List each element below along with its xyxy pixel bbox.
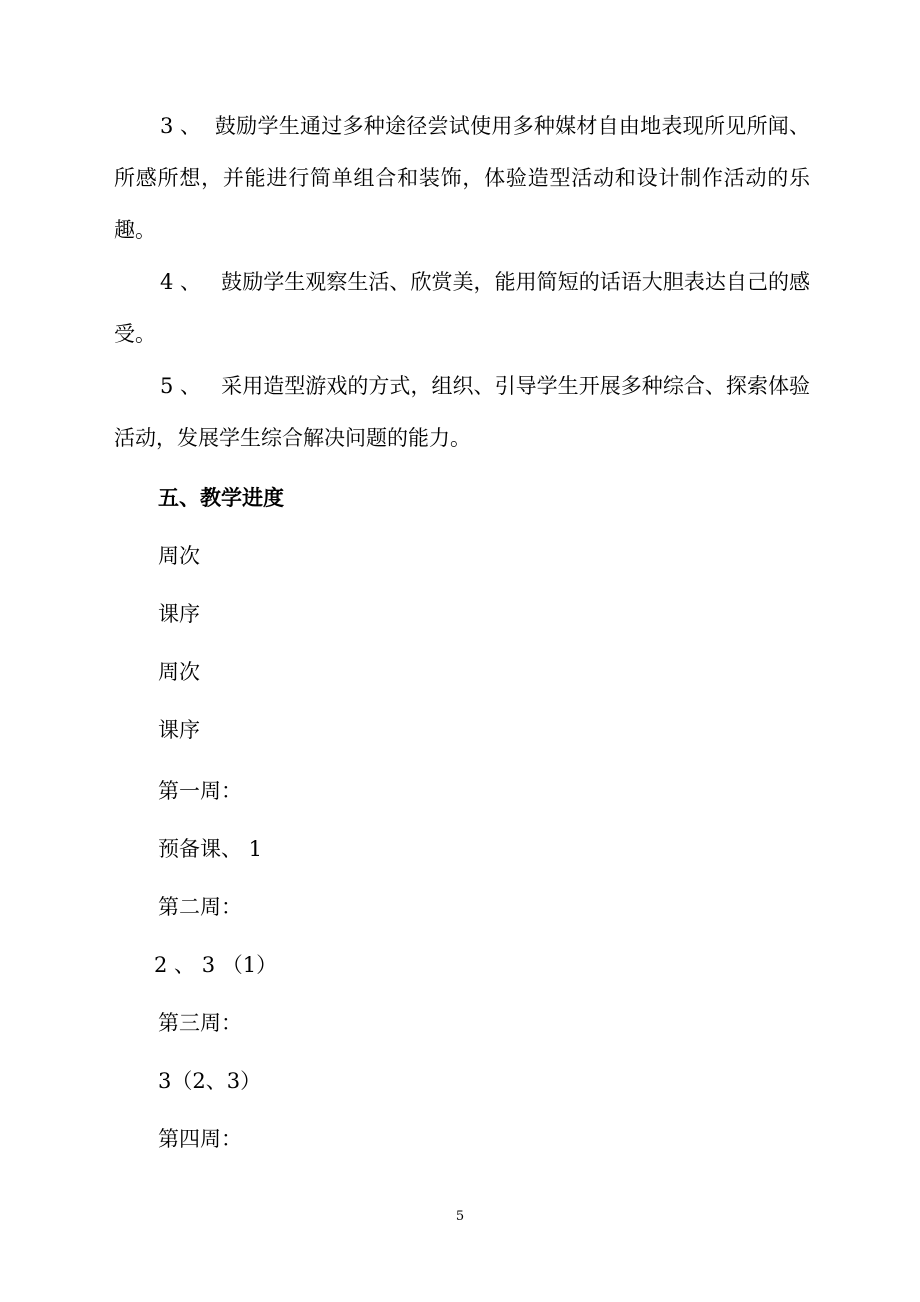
list-item-4-number: 4 、	[160, 270, 202, 294]
schedule-line-1: 周次	[158, 544, 200, 568]
list-item-3-number: 3 、	[160, 114, 202, 138]
page-number: 5	[455, 1209, 465, 1224]
schedule-line-8: 2 、 3 （1）	[154, 953, 278, 977]
schedule-line-2: 课序	[158, 602, 200, 626]
list-item-3	[114, 100, 810, 256]
schedule-line-11: 第四周：	[158, 1127, 242, 1151]
schedule-line-9: 第三周：	[158, 1011, 242, 1035]
schedule-line-10: 3（2、3）	[158, 1069, 262, 1093]
list-item-5-gap	[201, 374, 221, 398]
list-item-4-text: 鼓励学生观察生活、欣赏美，能用简短的话语大胆表达自己的感受。	[114, 270, 810, 346]
list-item-4	[114, 256, 810, 360]
schedule-line-5: 第一周：	[158, 779, 242, 803]
list-item-4-gap	[201, 270, 221, 294]
list-item-3-gap	[201, 114, 215, 138]
list-item-5-text: 采用造型游戏的方式，组织、引导学生开展多种综合、探索体验活动，发展学生综合解决问题的能力。	[114, 374, 810, 450]
schedule-line-6: 预备课、 1	[158, 837, 263, 861]
schedule-line-4: 课序	[158, 718, 200, 742]
schedule-line-3: 周次	[158, 660, 200, 684]
list-item-5-number: 5 、	[160, 374, 202, 398]
list-item-3-text: 鼓励学生通过多种途径尝试使用多种媒材自由地表现所见所闻、所感所想，并能进行简单组合和装饰，体验造型活动和设计制作活动的乐趣。	[114, 114, 810, 242]
schedule-line-7: 第二周：	[158, 895, 242, 919]
section-heading: 五、教学进度	[158, 485, 284, 510]
list-item-5	[114, 360, 810, 464]
